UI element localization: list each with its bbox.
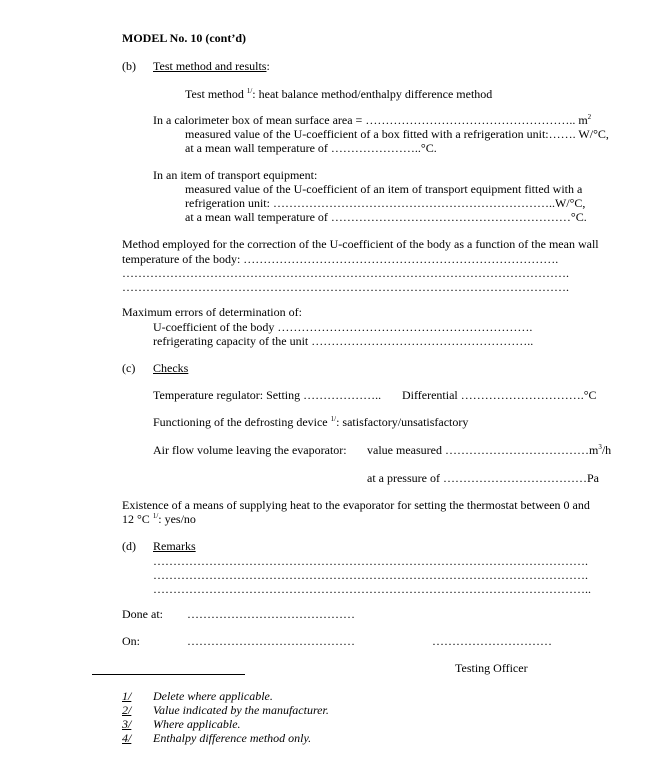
area-unit-exponent: 2 bbox=[587, 113, 592, 121]
errors-line-3: refrigerating capacity of the unit ……………………………………………….. bbox=[153, 334, 534, 348]
airflow-value bbox=[367, 443, 611, 457]
section-c-heading: Checks bbox=[153, 361, 189, 375]
on-field: …………………………………… bbox=[187, 634, 355, 648]
defrosting-value: : satisfactory/unsatisfactory bbox=[336, 415, 469, 429]
airflow-unit-exponent: 3 bbox=[598, 443, 602, 451]
section-b-label: (b) bbox=[122, 59, 136, 73]
section-b-heading-colon: : bbox=[266, 59, 270, 73]
on-label: On: bbox=[122, 634, 140, 648]
errors-line-1: Maximum errors of determination of: bbox=[122, 305, 302, 319]
temperature-regulator-setting: Temperature regulator: Setting ……………….. bbox=[153, 388, 382, 402]
test-method-value: : heat balance method/enthalpy difference method bbox=[252, 87, 493, 101]
airflow-pressure: at a pressure of ………………………………Pa bbox=[367, 471, 599, 485]
correction-line-3: …………………………………………………………………………………………………. bbox=[122, 266, 569, 280]
footnote-1 bbox=[122, 689, 131, 703]
calorimeter-line-2: measured value of the U-coefficient of a box fitted with a refrigeration unit:……. W/°C, bbox=[185, 127, 609, 141]
footnote-4-mark: 4/ bbox=[122, 731, 132, 745]
test-method-label: Test method bbox=[185, 87, 244, 101]
correction-line-2: temperature of the body: ……………………………………………………………………. bbox=[122, 252, 559, 266]
calorimeter-line-1 bbox=[153, 113, 591, 127]
remarks-line-1: ………………………………………………………………………………………………. bbox=[153, 554, 588, 568]
defrosting-label: Functioning of the defrosting device bbox=[153, 415, 328, 429]
airflow-value-text: value measured ………………………………m bbox=[367, 443, 599, 457]
transport-line-2: measured value of the U-coefficient of an item of transport equipment fitted with a bbox=[185, 182, 583, 196]
footnote-3-text: Where applicable. bbox=[153, 717, 241, 731]
page-title: MODEL No. 10 (cont’d) bbox=[122, 31, 246, 45]
done-at-label: Done at: bbox=[122, 607, 163, 621]
temperature-regulator-differential: Differential ………………………….°C bbox=[402, 388, 597, 402]
signature-field: ………………………… bbox=[432, 634, 552, 648]
heat-supply-line-1: Existence of a means of supplying heat to the evaporator for setting the thermostat between 0 and bbox=[122, 498, 590, 512]
footnote-4-text: Enthalpy difference method only. bbox=[153, 731, 312, 745]
footnote-2-text: Value indicated by the manufacturer. bbox=[153, 703, 329, 717]
heat-supply-temperature: 12 °C bbox=[122, 512, 150, 526]
footnote-4 bbox=[122, 731, 131, 745]
footnote-3-mark: 3/ bbox=[122, 717, 132, 731]
test-method-footnote-ref: 1/ bbox=[246, 87, 253, 95]
transport-line-4: at a mean wall temperature of ……………………………………………………°C. bbox=[185, 210, 587, 224]
remarks-line-2: ………………………………………………………………………………………………. bbox=[153, 568, 588, 582]
test-method-line bbox=[185, 87, 492, 101]
section-c-label: (c) bbox=[122, 361, 136, 375]
section-d-label: (d) bbox=[122, 539, 136, 553]
correction-line-1: Method employed for the correction of the U-coefficient of the body as a function of the mean wall bbox=[122, 237, 599, 251]
heat-supply-answer: : yes/no bbox=[158, 512, 196, 526]
defrosting-line bbox=[153, 415, 468, 429]
section-b-heading: Test method and results bbox=[153, 59, 267, 73]
remarks-line-3: ……………………………………………………………………………………………….. bbox=[153, 582, 591, 596]
section-d-heading: Remarks bbox=[153, 539, 196, 553]
footnote-1-text: Delete where applicable. bbox=[153, 689, 273, 703]
calorimeter-area-text: In a calorimeter box of mean surface area = …………………………………………….. m bbox=[153, 113, 588, 127]
defrosting-footnote-ref: 1/ bbox=[330, 415, 337, 423]
footnote-2 bbox=[122, 703, 131, 717]
footnote-3 bbox=[122, 717, 131, 731]
airflow-unit: /h bbox=[601, 443, 612, 457]
footnote-2-mark: 2/ bbox=[122, 703, 132, 717]
airflow-label: Air flow volume leaving the evaporator: bbox=[153, 443, 347, 457]
heat-supply-line-2 bbox=[122, 512, 196, 526]
done-at-field: …………………………………… bbox=[187, 607, 355, 621]
footnote-divider bbox=[92, 674, 245, 675]
section-b-heading-wrap bbox=[153, 59, 270, 73]
heat-supply-footnote-ref: 1/ bbox=[152, 512, 159, 520]
errors-line-2: U-coefficient of the body ………………………………………………………. bbox=[153, 320, 533, 334]
calorimeter-line-3: at a mean wall temperature of …………………..°C. bbox=[185, 141, 437, 155]
testing-officer-label: Testing Officer bbox=[455, 661, 528, 675]
transport-line-3: refrigeration unit: ……………………………………………………………..W/°C, bbox=[185, 196, 586, 210]
footnote-1-mark: 1/ bbox=[122, 689, 132, 703]
transport-line-1: In an item of transport equipment: bbox=[153, 168, 318, 182]
correction-line-4: …………………………………………………………………………………………………. bbox=[122, 280, 569, 294]
